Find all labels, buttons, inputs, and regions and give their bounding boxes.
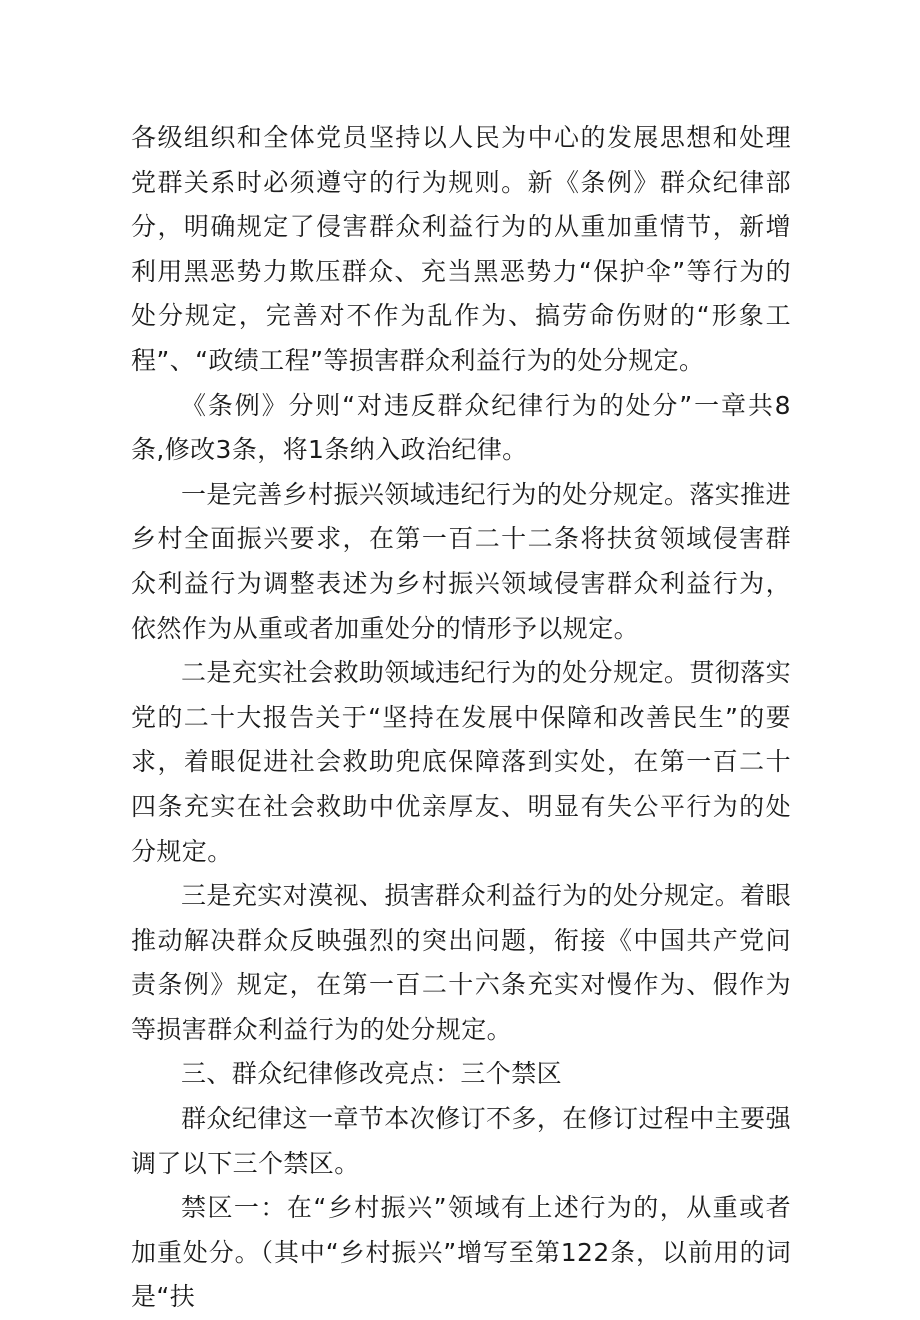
paragraph-chapter-summary: 《条例》分则“对违反群众纪律行为的处分”一章共8条,修改3条，将1条纳入政治纪律。 [131,390,791,465]
paragraph-social-assistance: 二是充实社会救助领域违纪行为的处分规定。贯彻落实党的二十大报告关于“坚持在发展中保障和改善民生”的要求，着眼促进社会救助兜底保障落到实处，在第一百二十四条充实在社会救助中优亲厚友、明显有失公平行为的处分规定。 [131,658,791,866]
paragraph-forbidden-zones-intro: 群众纪律这一章节本次修订不多，在修订过程中主要强调了以下三个禁区。 [131,1104,791,1178]
document-body [131,116,791,1320]
paragraph-mass-discipline-intro: 各级组织和全体党员坚持以人民为中心的发展思想和处理党群关系时必须遵守的行为规则。新《条例》群众纪律部分，明确规定了侵害群众利益行为的从重加重情节，新增利用黑恶势力欺压群众、充当黑恶势力“保护伞”等行为的处分规定，完善对不作为乱作为、搞劳命伤财的“形象工程”、“政绩工程”等损害群众利益行为的处分规定。 [131,123,791,375]
paragraph-mass-interests: 三是充实对漠视、损害群众利益行为的处分规定。着眼推动解决群众反映强烈的突出问题，衔接《中国共产党问责条例》规定，在第一百二十六条充实对慢作为、假作为等损害群众利益行为的处分规定。 [131,881,791,1044]
paragraph-forbidden-zone-one: 禁区一：在“乡村振兴”领域有上述行为的，从重或者加重处分。（其中“乡村振兴”增写至第122条，以前用的词是“扶 [131,1193,791,1312]
paragraph-rural-revitalization: 一是完善乡村振兴领域违纪行为的处分规定。落实推进乡村全面振兴要求，在第一百二十二条将扶贫领域侵害群众利益行为调整表述为乡村振兴领域侵害群众利益行为，依然作为从重或者加重处分的情形予以规定。 [131,479,791,643]
section-heading-three-forbidden-zones: 三、群众纪律修改亮点：三个禁区 [181,1059,563,1089]
